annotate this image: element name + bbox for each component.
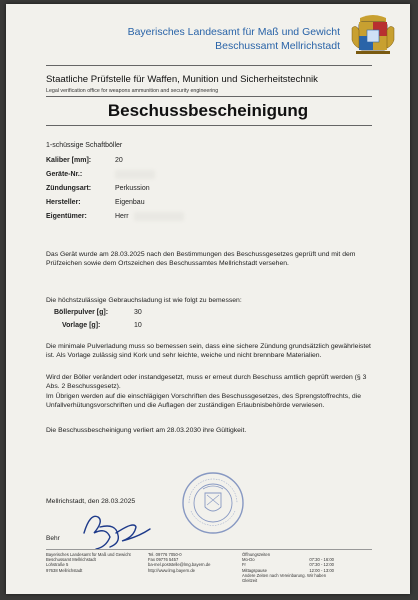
- redacted-device-number: [115, 170, 155, 179]
- hours-time: 07:30 - 16:00: [309, 557, 334, 563]
- signature-graphic: [76, 507, 156, 553]
- signer-name: Behr: [46, 535, 60, 542]
- load-label-wadding: Vorlage [g]:: [62, 322, 101, 329]
- modification-note: Wird der Böller verändert oder instandgesetzt, muss er erneut durch Beschuss amtlich geprüft werden (§ 3 Abs. 2 Beschussgesetz). Im Übrigen werden auf die einschlägigen Vorschriften des Beschussgesetzes, des Sprengstoffrechts, die Unfallverhütungsvorschriften und die Auflagen der zuständigen Erlaubnisbehörde verwiesen.: [46, 374, 367, 409]
- office-name: Staatliche Prüfstelle für Waffen, Munition und Sicherheitstechnik: [46, 74, 318, 85]
- hours-time: 12:00 - 13:00: [309, 567, 334, 573]
- field-value-manufacturer: Eigenbau: [115, 199, 145, 206]
- field-label-caliber: Kaliber [mm]:: [46, 157, 92, 164]
- hours-note: Andere Zeiten nach Vereinbarung. Wir haben Gleitzeit: [242, 572, 327, 584]
- field-value-ignition: Perkussion: [115, 185, 150, 192]
- footer-address: [46, 552, 131, 573]
- field-value-caliber: 20: [115, 157, 123, 164]
- footer-fax: Fax 09776 5457: [148, 557, 179, 563]
- footer-website[interactable]: http://www.lmg.bayern.de: [148, 567, 196, 573]
- hours-day: Fr: [242, 562, 246, 568]
- footer-phone: Tel. 09776 7050-0: [148, 552, 182, 557]
- minimum-load-note: Die minimale Pulverladung muss so bemessen sein, dass eine sichere Zündung grundsätzlich gewährleistet ist. Als Vorlage zulässig sind Kork und sehr leichte, weiche und nicht brennbare Materialien.: [46, 343, 371, 360]
- footer-address-line: Bayerisches Landesamt für Maß und Gewicht: [46, 552, 131, 557]
- load-label-powder: Böllerpulver [g]:: [54, 309, 109, 316]
- footer-divider: [46, 549, 372, 550]
- footer-contact: [148, 552, 210, 573]
- org-department: Beschussamt Mellrichstadt: [215, 40, 340, 52]
- org-name: Bayerisches Landesamt für Maß und Gewicht: [127, 26, 340, 38]
- load-value-powder: 30: [134, 309, 142, 316]
- hours-day: Mo-Do: [242, 557, 255, 563]
- header-divider: [46, 65, 372, 66]
- place-and-date: Mellrichstadt, den 28.03.2025: [46, 498, 136, 505]
- field-label-device-number: Geräte-Nr.:: [46, 171, 83, 178]
- bavarian-coat-of-arms-icon: [350, 14, 396, 58]
- office-subtitle: Legal verification office for weapons ammunition and security engineering: [46, 88, 219, 94]
- inspection-statement: Das Gerät wurde am 28.03.2025 nach den Bestimmungen des Beschussgesetzes geprüft und mit dem Prüfzeichen sowie dem Ortszeichen des Beschussamtes Mellrichstadt versehen.: [46, 251, 356, 268]
- footer-address-line: Beschussamt Mellrichstadt: [46, 557, 96, 563]
- load-intro: Die höchstzulässige Gebrauchsladung ist wie folgt zu bemessen:: [46, 297, 242, 304]
- load-value-wadding: 10: [134, 322, 142, 329]
- hours-time: 07:30 - 12:00: [309, 562, 334, 568]
- field-label-manufacturer: Hersteller:: [46, 199, 81, 206]
- footer-email[interactable]: ba-mel.poststelle@lmg.bayern.de: [148, 562, 211, 568]
- footer-address-line: 97638 Mellrichstadt: [46, 567, 83, 573]
- footer-address-line: Lohstraße 5: [46, 562, 69, 568]
- validity-statement: Die Beschussbescheinigung verliert am 28.03.2030 ihre Gültigkeit.: [46, 427, 247, 434]
- item-type: 1-schüssige Schaftböller: [46, 142, 123, 149]
- official-stamp-icon: [181, 471, 245, 535]
- footer-opening-hours: [242, 552, 334, 583]
- field-label-ignition: Zündungsart:: [46, 185, 92, 192]
- field-value-owner: Herr: [115, 213, 129, 220]
- document-title: Beschussbescheinigung: [107, 101, 309, 120]
- certificate-document: [6, 4, 410, 594]
- title-divider: [46, 125, 372, 126]
- redacted-owner-name: [134, 212, 184, 221]
- field-label-owner: Eigentümer:: [46, 213, 87, 220]
- subheader-divider: [46, 96, 372, 97]
- hours-day: Mittagspause: [242, 567, 267, 573]
- hours-title: Öffnungszeiten: [242, 552, 271, 557]
